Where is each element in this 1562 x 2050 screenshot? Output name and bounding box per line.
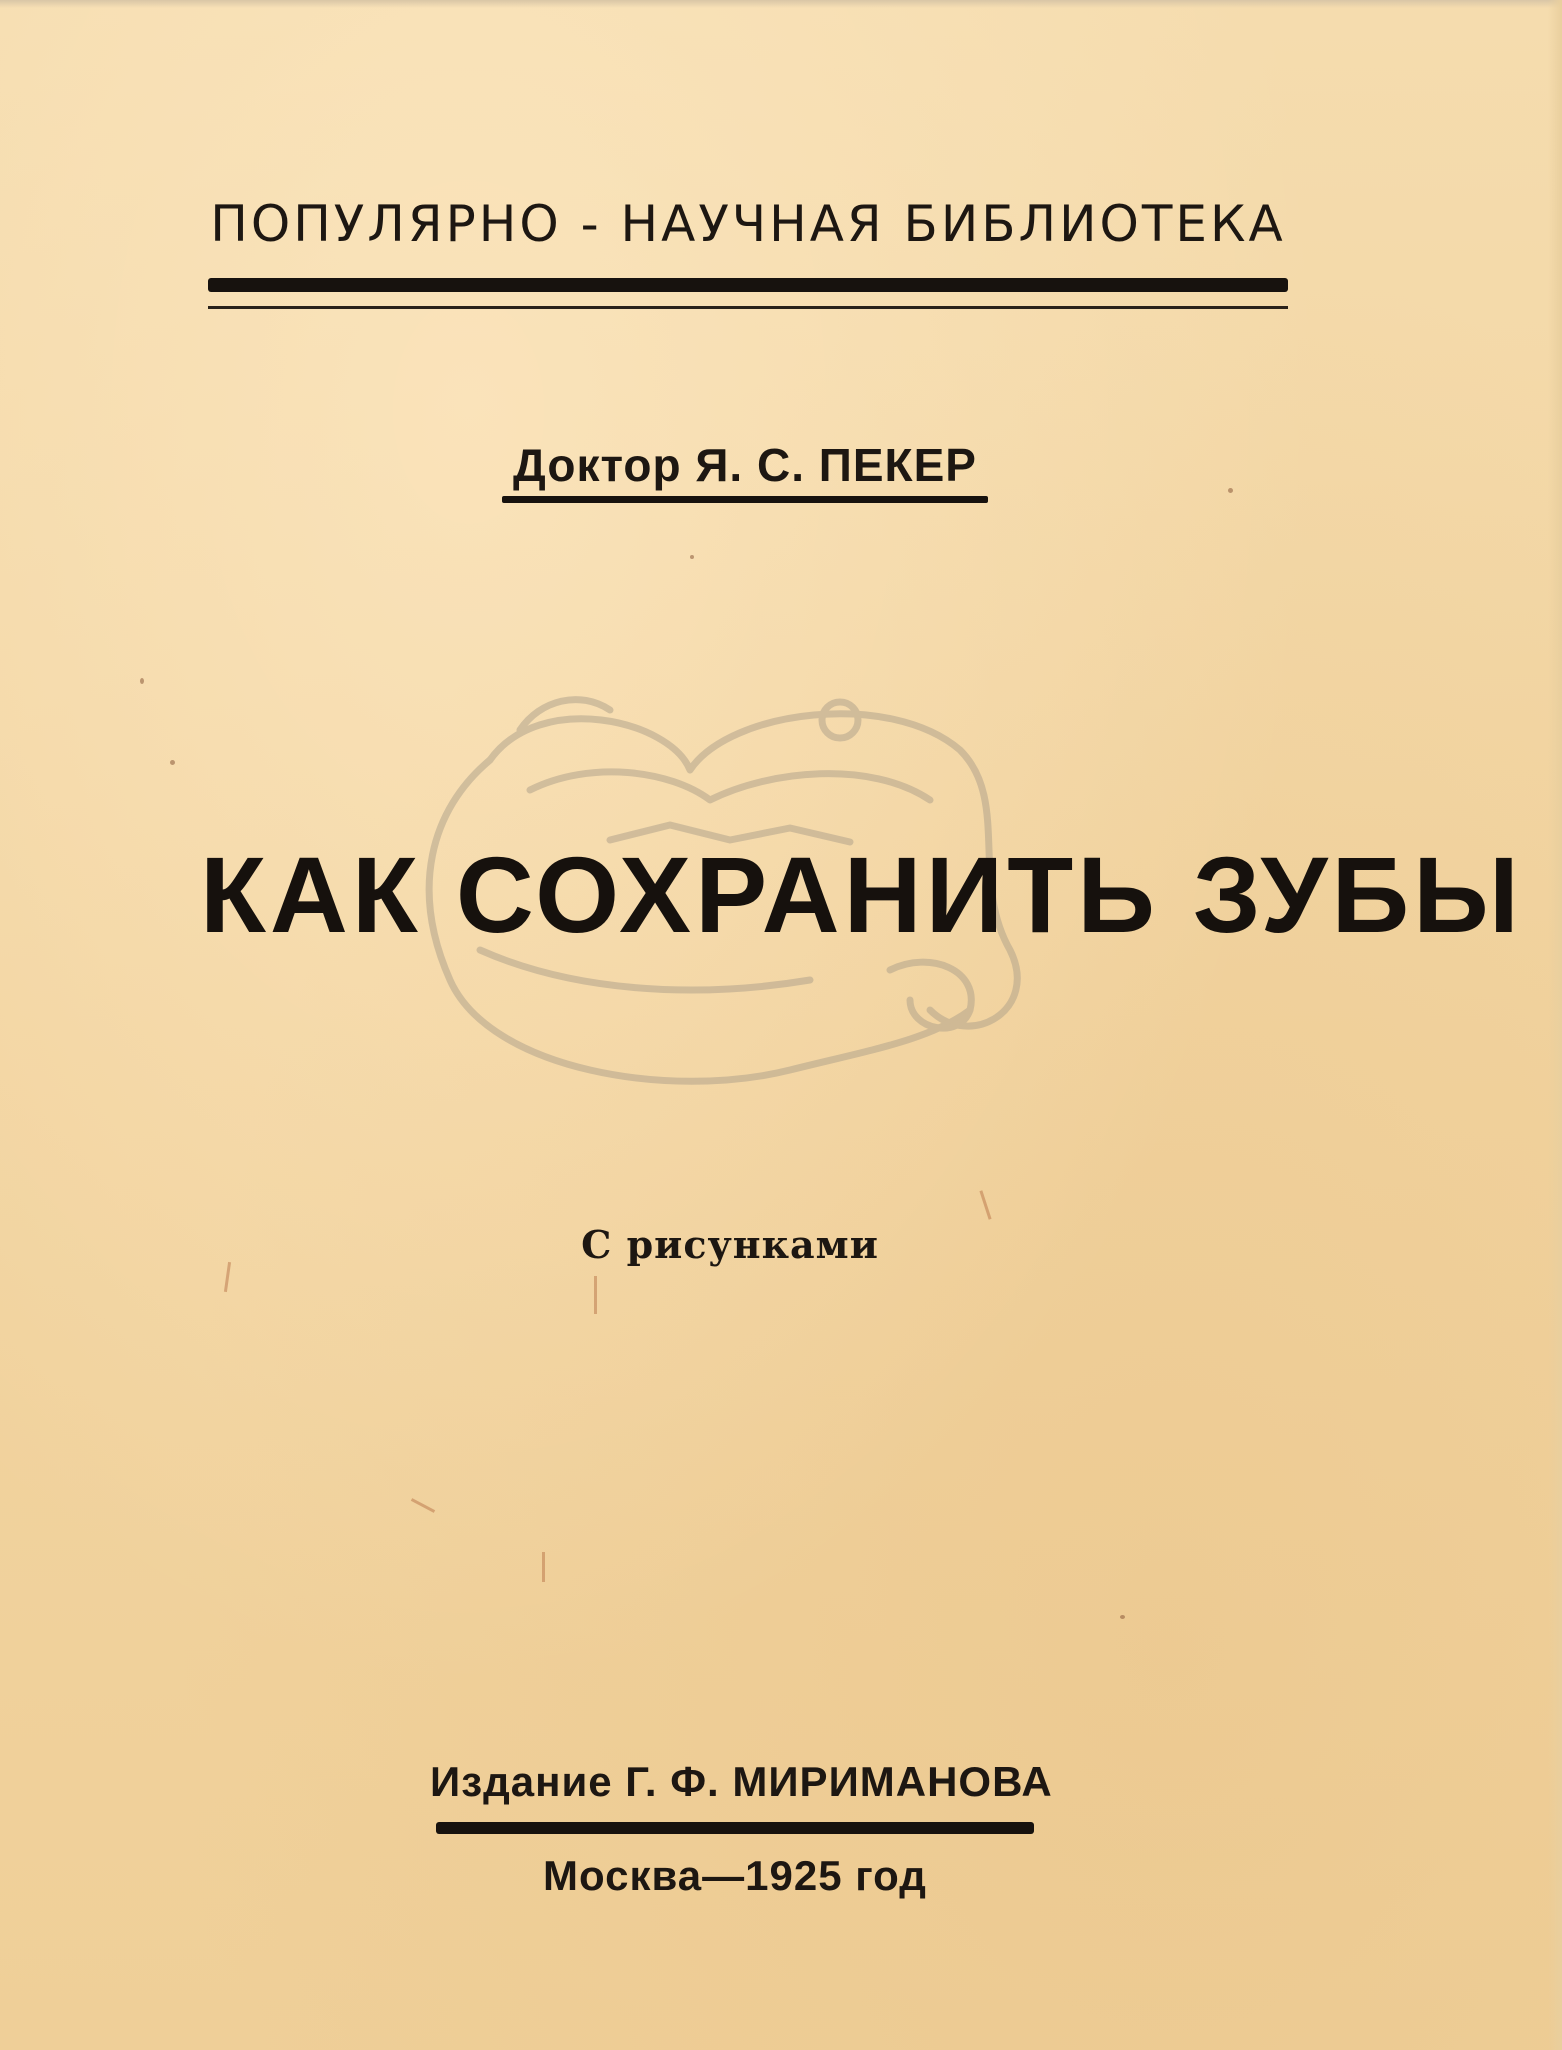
author-name: Доктор Я. С. ПЕКЕР xyxy=(513,439,977,491)
paper-fiber xyxy=(594,1276,597,1314)
series-title: ПОПУЛЯРНО - НАУЧНАЯ БИБЛИОТЕКА xyxy=(210,195,1286,253)
paper-fiber xyxy=(224,1262,231,1292)
publisher: Издание Г. Ф. МИРИМАНОВА xyxy=(430,1758,1053,1805)
paper-fiber xyxy=(979,1190,991,1219)
book-title: КАК СОХРАНИТЬ ЗУБЫ xyxy=(200,834,1523,955)
paper-speck xyxy=(690,555,694,559)
paper-speck xyxy=(1120,1615,1125,1619)
author-underline xyxy=(502,496,988,503)
paper-fiber xyxy=(411,1498,435,1513)
publisher-rule xyxy=(436,1822,1034,1834)
paper-speck xyxy=(140,678,144,684)
paper-speck xyxy=(1228,488,1233,493)
paper-speck xyxy=(170,760,175,765)
page-right-edge xyxy=(1548,0,1562,2050)
paper-fiber xyxy=(542,1552,545,1582)
page-top-edge xyxy=(0,0,1562,8)
series-rule-thin xyxy=(208,306,1288,309)
city-year: Москва—1925 год xyxy=(543,1852,927,1899)
subtitle: С рисунками xyxy=(581,1222,879,1267)
series-rule-thick xyxy=(208,278,1288,292)
